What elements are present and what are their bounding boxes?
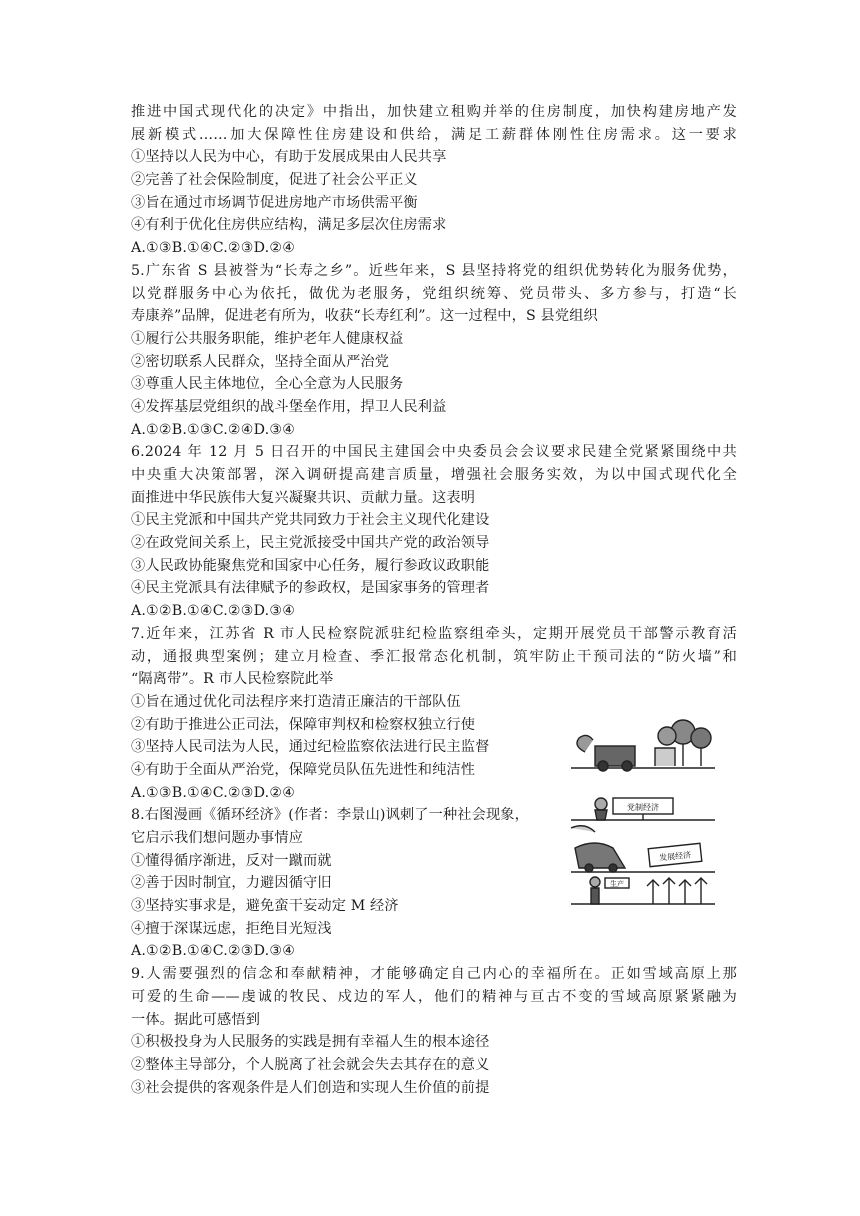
text-line: 中央重大决策部署，深入调研提高建言质量，增强社会服务实效，为以中国式现代化全 <box>131 467 737 483</box>
text-line: ②完善了社会保险制度，促进了社会公平正义 <box>131 172 418 189</box>
text-line: A.①③B.①④C.②③D.②④ <box>131 784 296 801</box>
cartoon-sign-1: 党制经济 <box>627 803 659 812</box>
text-line: A.①②B.①③C.②④D.③④ <box>131 421 296 438</box>
text-line: ①懂得循序渐进，反对一蹴而就 <box>131 852 332 869</box>
text-line: ②善于因时制宜，力避因循守旧 <box>131 875 332 892</box>
text-line: 展新模式……加大保障性住房建设和供给，满足工薪群体刚性住房需求。这一要求 <box>131 126 737 143</box>
text-line: 9.人需要强烈的信念和奉献精神，才能够确定自己内心的幸福所在。正如雪域高原上那 <box>131 966 737 983</box>
text-line: 可爱的生命——虔诚的牧民、戍边的军人，他们的精神与亘古不变的雪域高原紧紧融为 <box>131 988 737 1005</box>
text-line: ③尊重人民主体地位，全心全意为人民服务 <box>131 376 404 393</box>
text-line: ②密切联系人民群众，坚持全面从严治党 <box>131 353 390 370</box>
text-line: “隔离带”。R 市人民检察院此举 <box>131 671 334 688</box>
text-line: 动，通报典型案例；建立月检查、季汇报常态化机制，筑牢防止干预司法的“防火墙”和 <box>131 648 737 665</box>
text-line: ①积极投身为人民服务的实践是拥有幸福人生的根本途径 <box>131 1034 490 1051</box>
text-line: A.①③B.①④C.②③D.②④ <box>131 240 296 257</box>
cartoon-sign-3: 生产 <box>610 880 624 888</box>
text-line: 寿康养”品牌，促进老有所为，收获“长寿红利”。这一过程中，S 县党组织 <box>131 308 598 325</box>
text-line: 6.2024 年 12 月 5 日召开的中国民主建国会中央委员会会议要求民建全党紧紧围绕中共 <box>131 444 737 461</box>
text-line: ①坚持以人民为中心，有助于发展成果由人民共享 <box>131 149 447 166</box>
cartoon-sign-2: 发展经济 <box>658 850 692 863</box>
text-line: 面推进中华民族伟大复兴凝聚共识、贡献力量。这表明 <box>131 489 476 506</box>
text-line: 5.广东省 S 县被誉为“长寿之乡”。近些年来，S 县坚持将党的组织优势转化为服务优势， <box>131 262 737 279</box>
text-line: ④擅于深谋远虑，拒绝目光短浅 <box>131 920 332 937</box>
text-line: ②有助于推进公正司法，保障审判权和检察权独立行使 <box>131 716 476 733</box>
text-line: ③旨在通过市场调节促进房地产市场供需平衡 <box>131 194 418 211</box>
text-line: ④有利于优化住房供应结构，满足多层次住房需求 <box>131 217 447 234</box>
text-line: 一体。据此可感悟到 <box>131 1011 261 1028</box>
text-line: 7.近年来，江苏省 R 市人民检察院派驻纪检监察组牵头，定期开展党员干部警示教育活 <box>131 625 737 642</box>
text-line: ②整体主导部分，个人脱离了社会就会失去其存在的意义 <box>131 1056 490 1073</box>
text-line: ①旨在通过优化司法程序来打造清正廉洁的干部队伍 <box>131 693 461 710</box>
text-line: 8.右图漫画《循环经济》(作者：李景山)讽刺了一种社会现象， <box>131 807 529 824</box>
text-line: A.①②B.①④C.②③D.③④ <box>131 603 296 620</box>
text-line: ①履行公共服务职能，维护老年人健康权益 <box>131 330 404 347</box>
text-line: ④发挥基层党组织的战斗堡垒作用，捍卫人民利益 <box>131 398 447 415</box>
text-line: ②在政党间关系上，民主党派接受中国共产党的政治领导 <box>131 535 490 552</box>
document-body <box>131 101 737 1099</box>
text-line: 推进中国式现代化的决定》中指出，加快建立租购并举的住房制度，加快构建房地产发 <box>131 104 737 120</box>
text-line: ③社会提供的客观条件是人们创造和实现人生价值的前提 <box>131 1079 490 1096</box>
text-line: ④民主党派具有法律赋予的参政权，是国家事务的管理者 <box>131 580 490 597</box>
text-line: ③坚持实事求是，避免蛮干妄动定 M 经济 <box>131 898 399 915</box>
cartoon-circular-economy <box>565 718 723 908</box>
text-line: 它启示我们想问题办事情应 <box>131 830 304 846</box>
text-line: ③坚持人民司法为人民，通过纪检监察依法进行民主监督 <box>131 739 490 756</box>
text-line: 以党群服务中心为依托，做优为老服务，党组织统筹、党员带头、多方参与，打造“长 <box>131 285 737 302</box>
text-line: ①民主党派和中国共产党共同致力于社会主义现代化建设 <box>131 512 490 529</box>
text-line: ③人民政协能聚焦党和国家中心任务，履行参政议政职能 <box>131 557 490 574</box>
text-line: A.①②B.①④C.②③D.③④ <box>131 943 296 960</box>
text-line: ④有助于全面从严治党，保障党员队伍先进性和纯洁性 <box>131 761 476 778</box>
